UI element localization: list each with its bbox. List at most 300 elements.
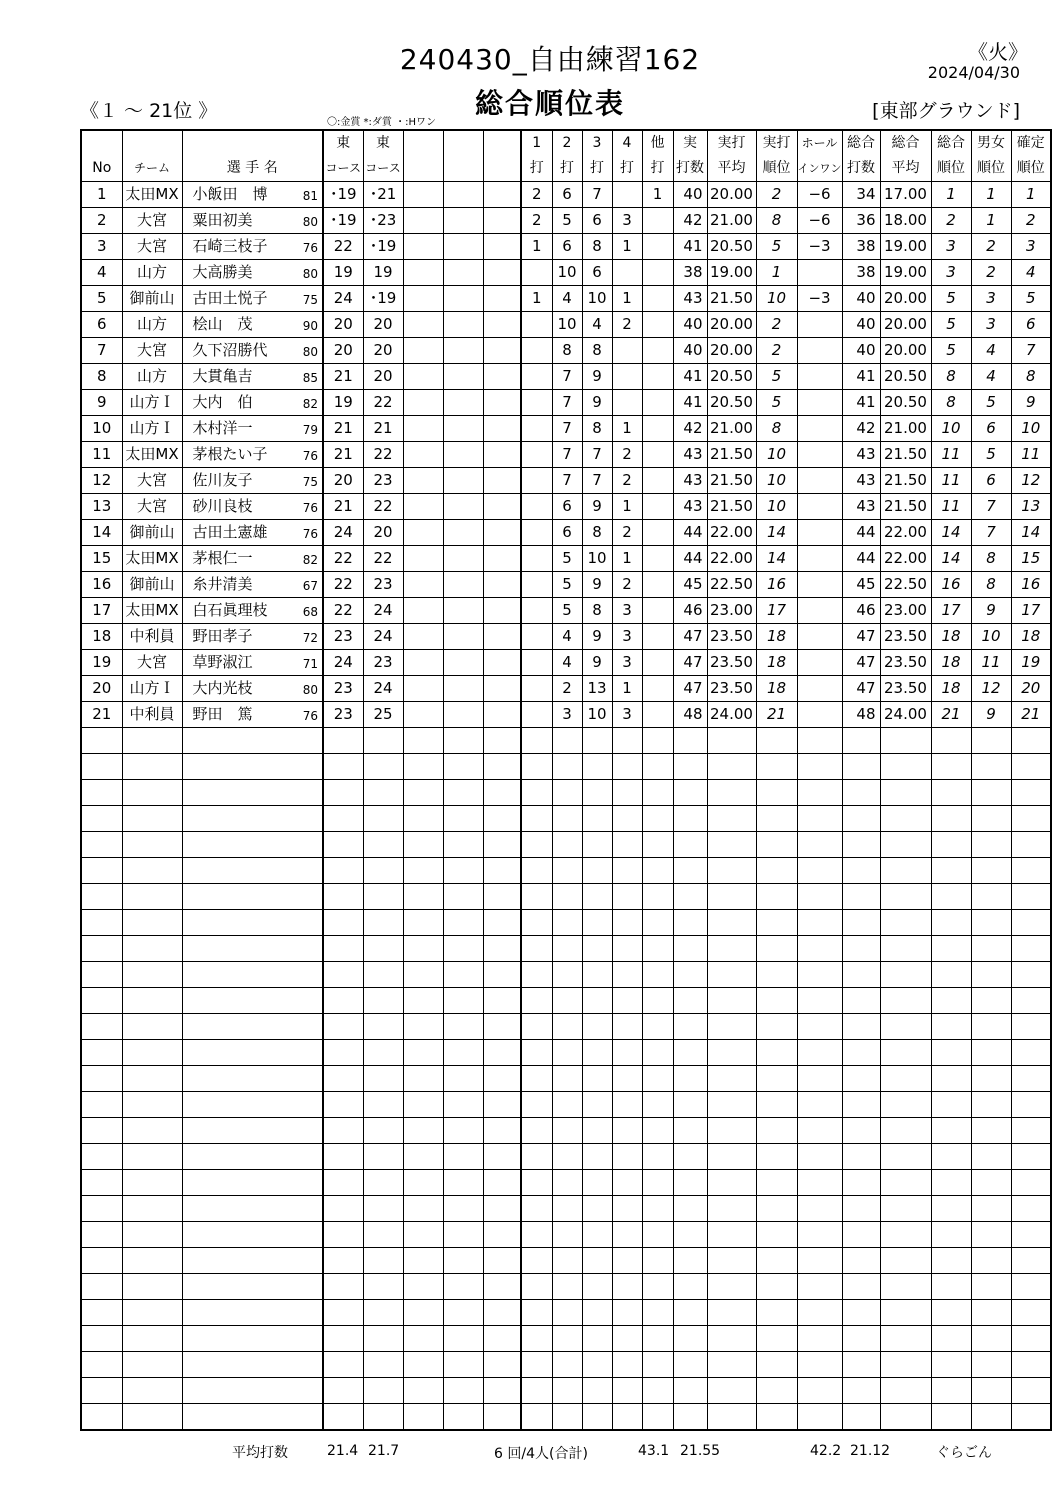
cell-team: 太田MX: [122, 182, 182, 208]
cell-course1: [323, 884, 363, 910]
cell-d4: 3: [612, 702, 642, 728]
cell-gender: 2: [971, 234, 1011, 260]
col-d1-top: 1: [521, 130, 552, 156]
cell-blank3: [483, 468, 521, 494]
footer-avg-course2: 21.7: [368, 1443, 400, 1459]
player-age: 75: [302, 475, 318, 489]
cell-actavg: [707, 1144, 756, 1170]
cell-d4: 1: [612, 234, 642, 260]
cell-no: [81, 1404, 122, 1431]
cell-actrank: [756, 1118, 797, 1144]
cell-d1: 2: [521, 208, 552, 234]
cell-course2: 22: [363, 390, 403, 416]
table-row: [81, 416, 1051, 442]
cell-blank1: [403, 1170, 443, 1196]
cell-actrank: 14: [756, 546, 797, 572]
cell-d3: 8: [582, 234, 612, 260]
cell-totrank: 5: [931, 286, 971, 312]
cell-blank2: [443, 1144, 483, 1170]
cell-blank1: [403, 1352, 443, 1378]
cell-gender: 10: [971, 624, 1011, 650]
empty-row: [81, 1222, 1051, 1248]
cell-final: [1011, 936, 1051, 962]
cell-total: [842, 1118, 880, 1144]
cell-blank2: [443, 676, 483, 702]
cell-actavg: [707, 1014, 756, 1040]
cell-final: [1011, 728, 1051, 754]
cell-totavg: 20.00: [880, 312, 931, 338]
cell-actrank: 21: [756, 702, 797, 728]
cell-total: [842, 1014, 880, 1040]
cell-no: [81, 1170, 122, 1196]
cell-dother: [642, 1170, 673, 1196]
cell-player: [182, 1248, 323, 1274]
empty-row: [81, 1274, 1051, 1300]
cell-blank2: [443, 832, 483, 858]
cell-course2: ･19: [363, 234, 403, 260]
cell-team: [122, 1300, 182, 1326]
cell-d1: [521, 910, 552, 936]
cell-d2: [552, 728, 582, 754]
cell-no: [81, 1378, 122, 1404]
table-row: [81, 208, 1051, 234]
cell-no: [81, 1274, 122, 1300]
cell-course1: [323, 1326, 363, 1352]
cell-course2: [363, 1066, 403, 1092]
cell-dother: [642, 1248, 673, 1274]
cell-no: [81, 1144, 122, 1170]
cell-final: 10: [1011, 416, 1051, 442]
cell-d1: [521, 1378, 552, 1404]
cell-dother: [642, 1404, 673, 1431]
cell-totavg: [880, 1014, 931, 1040]
cell-actavg: 20.00: [707, 182, 756, 208]
table-row: [81, 364, 1051, 390]
cell-hole: −6: [797, 208, 842, 234]
cell-gender: [971, 1404, 1011, 1431]
cell-team: [122, 806, 182, 832]
col-hole-bottom: インワン: [797, 156, 842, 182]
cell-final: [1011, 780, 1051, 806]
cell-actrank: [756, 1378, 797, 1404]
cell-blank2: [443, 494, 483, 520]
cell-d3: [582, 832, 612, 858]
cell-total: 46: [842, 598, 880, 624]
cell-blank2: [443, 702, 483, 728]
cell-course2: [363, 754, 403, 780]
cell-d3: 7: [582, 468, 612, 494]
cell-no: [81, 1014, 122, 1040]
cell-d1: [521, 1144, 552, 1170]
cell-actual: 46: [673, 598, 707, 624]
cell-totrank: [931, 780, 971, 806]
cell-course1: [323, 1248, 363, 1274]
cell-gender: 6: [971, 416, 1011, 442]
cell-no: 10: [81, 416, 122, 442]
cell-blank2: [443, 416, 483, 442]
cell-final: [1011, 1092, 1051, 1118]
cell-player: [182, 182, 323, 208]
cell-team: 御前山: [122, 572, 182, 598]
cell-gender: 8: [971, 546, 1011, 572]
cell-d1: [521, 1118, 552, 1144]
footer-signature: ぐらごん: [936, 1445, 992, 1461]
cell-d3: 4: [582, 312, 612, 338]
empty-row: [81, 780, 1051, 806]
cell-d2: [552, 832, 582, 858]
cell-no: 18: [81, 624, 122, 650]
cell-final: [1011, 988, 1051, 1014]
player-age: 72: [302, 631, 318, 645]
cell-actual: 47: [673, 676, 707, 702]
empty-row: [81, 1300, 1051, 1326]
cell-final: [1011, 1170, 1051, 1196]
cell-d2: [552, 754, 582, 780]
cell-d4: 2: [612, 468, 642, 494]
cell-d2: 7: [552, 442, 582, 468]
cell-total: [842, 728, 880, 754]
cell-player: [182, 1352, 323, 1378]
cell-player: [182, 390, 323, 416]
cell-totavg: 20.50: [880, 364, 931, 390]
cell-blank3: [483, 1144, 521, 1170]
cell-totavg: 22.00: [880, 546, 931, 572]
cell-course1: 23: [323, 702, 363, 728]
cell-blank2: [443, 1222, 483, 1248]
cell-actrank: [756, 1170, 797, 1196]
cell-course1: 24: [323, 650, 363, 676]
cell-dother: [642, 1066, 673, 1092]
cell-totrank: 3: [931, 234, 971, 260]
cell-no: 14: [81, 520, 122, 546]
player-name: 桧山 茂: [192, 315, 253, 333]
cell-hole: [797, 702, 842, 728]
cell-blank1: [403, 338, 443, 364]
cell-blank1: [403, 520, 443, 546]
cell-d3: 8: [582, 598, 612, 624]
cell-blank3: [483, 416, 521, 442]
player-age: 76: [302, 501, 318, 515]
cell-dother: [642, 1300, 673, 1326]
cell-hole: [797, 754, 842, 780]
cell-blank2: [443, 1118, 483, 1144]
cell-player: [182, 962, 323, 988]
cell-totrank: [931, 858, 971, 884]
cell-blank3: [483, 728, 521, 754]
cell-team: [122, 1014, 182, 1040]
cell-course2: 23: [363, 572, 403, 598]
table-row: [81, 234, 1051, 260]
cell-actual: [673, 728, 707, 754]
cell-actual: 40: [673, 182, 707, 208]
cell-player: [182, 1300, 323, 1326]
cell-actavg: 23.50: [707, 650, 756, 676]
cell-total: [842, 780, 880, 806]
cell-d4: [612, 1404, 642, 1431]
cell-total: 41: [842, 390, 880, 416]
cell-player: [182, 858, 323, 884]
cell-actavg: [707, 1222, 756, 1248]
cell-final: 2: [1011, 208, 1051, 234]
cell-d3: [582, 858, 612, 884]
cell-d4: [612, 338, 642, 364]
table-row: [81, 338, 1051, 364]
cell-course1: 20: [323, 312, 363, 338]
cell-d3: [582, 1014, 612, 1040]
cell-d2: 8: [552, 338, 582, 364]
cell-totavg: [880, 728, 931, 754]
cell-course1: [323, 1300, 363, 1326]
cell-actrank: 10: [756, 494, 797, 520]
cell-dother: [642, 1092, 673, 1118]
cell-course2: ･19: [363, 286, 403, 312]
cell-no: [81, 832, 122, 858]
cell-d3: [582, 936, 612, 962]
table-row: [81, 546, 1051, 572]
cell-actavg: [707, 1248, 756, 1274]
player-age: 80: [302, 345, 318, 359]
cell-blank1: [403, 390, 443, 416]
table-row: [81, 520, 1051, 546]
table-row: [81, 598, 1051, 624]
empty-row: [81, 1248, 1051, 1274]
cell-actrank: [756, 1066, 797, 1092]
cell-d3: [582, 806, 612, 832]
cell-d4: [612, 1144, 642, 1170]
cell-gender: 12: [971, 676, 1011, 702]
cell-blank3: [483, 1040, 521, 1066]
cell-actual: 43: [673, 286, 707, 312]
cell-totavg: 20.50: [880, 390, 931, 416]
cell-no: 2: [81, 208, 122, 234]
cell-team: [122, 1170, 182, 1196]
cell-actrank: 8: [756, 416, 797, 442]
cell-d3: [582, 1222, 612, 1248]
cell-course1: 24: [323, 286, 363, 312]
cell-blank3: [483, 858, 521, 884]
cell-blank1: [403, 1222, 443, 1248]
col-d1-bottom: 打: [521, 156, 552, 182]
cell-final: 12: [1011, 468, 1051, 494]
cell-course1: 20: [323, 468, 363, 494]
cell-totrank: [931, 1404, 971, 1431]
cell-d2: 4: [552, 286, 582, 312]
cell-course1: [323, 806, 363, 832]
cell-course1: [323, 936, 363, 962]
cell-player: [182, 286, 323, 312]
cell-d3: 9: [582, 650, 612, 676]
cell-gender: [971, 754, 1011, 780]
cell-actrank: 18: [756, 650, 797, 676]
cell-totrank: [931, 910, 971, 936]
col-d4-bottom: 打: [612, 156, 642, 182]
cell-gender: 9: [971, 598, 1011, 624]
player-name: 小飯田 博: [192, 185, 268, 203]
footer-tot-avg: 21.12: [850, 1443, 891, 1459]
cell-blank3: [483, 520, 521, 546]
cell-gender: [971, 858, 1011, 884]
cell-totavg: 22.00: [880, 520, 931, 546]
cell-course1: ･19: [323, 182, 363, 208]
cell-totavg: 21.50: [880, 468, 931, 494]
col-course1-bottom: コース: [323, 156, 363, 182]
cell-totrank: 8: [931, 390, 971, 416]
cell-blank3: [483, 286, 521, 312]
cell-team: [122, 754, 182, 780]
cell-course2: [363, 1300, 403, 1326]
cell-course2: [363, 1404, 403, 1431]
cell-actrank: 2: [756, 312, 797, 338]
player-name: 古田土憲雄: [192, 523, 268, 541]
col-blank3-top: [483, 130, 521, 156]
cell-d4: [612, 780, 642, 806]
cell-gender: 5: [971, 442, 1011, 468]
table-row: [81, 260, 1051, 286]
cell-totrank: 16: [931, 572, 971, 598]
cell-course1: 21: [323, 364, 363, 390]
cell-d4: [612, 1352, 642, 1378]
cell-actrank: [756, 1222, 797, 1248]
cell-course1: [323, 858, 363, 884]
cell-course2: [363, 1092, 403, 1118]
cell-gender: [971, 1040, 1011, 1066]
cell-d3: 10: [582, 286, 612, 312]
cell-actual: [673, 936, 707, 962]
cell-blank1: [403, 442, 443, 468]
footer-avg-label: 平均打数: [232, 1445, 288, 1461]
cell-total: [842, 910, 880, 936]
cell-course2: 24: [363, 624, 403, 650]
player-name: 粟田初美: [192, 211, 253, 229]
empty-row: [81, 1378, 1051, 1404]
cell-blank2: [443, 1040, 483, 1066]
table-row: [81, 676, 1051, 702]
cell-dother: [642, 208, 673, 234]
cell-d3: [582, 1300, 612, 1326]
cell-blank3: [483, 494, 521, 520]
cell-final: [1011, 806, 1051, 832]
cell-no: [81, 806, 122, 832]
cell-d2: 5: [552, 208, 582, 234]
table-row: [81, 494, 1051, 520]
cell-dother: [642, 936, 673, 962]
cell-d4: [612, 1170, 642, 1196]
cell-actual: [673, 1352, 707, 1378]
table-row: [81, 286, 1051, 312]
cell-player: [182, 364, 323, 390]
cell-actrank: 2: [756, 338, 797, 364]
cell-totrank: [931, 806, 971, 832]
cell-final: 3: [1011, 234, 1051, 260]
cell-team: [122, 1118, 182, 1144]
cell-player: [182, 1222, 323, 1248]
cell-total: [842, 1092, 880, 1118]
col-hole-top: ホール: [797, 130, 842, 156]
cell-gender: 3: [971, 312, 1011, 338]
cell-dother: [642, 416, 673, 442]
cell-team: [122, 1378, 182, 1404]
cell-d3: 9: [582, 624, 612, 650]
cell-actual: [673, 1144, 707, 1170]
cell-d4: [612, 728, 642, 754]
cell-hole: [797, 1222, 842, 1248]
cell-hole: [797, 390, 842, 416]
cell-team: 太田MX: [122, 546, 182, 572]
cell-player: [182, 702, 323, 728]
cell-d3: [582, 1352, 612, 1378]
cell-d3: [582, 884, 612, 910]
cell-total: 40: [842, 338, 880, 364]
cell-total: 42: [842, 416, 880, 442]
cell-player: [182, 494, 323, 520]
cell-actual: [673, 1170, 707, 1196]
cell-totrank: [931, 1300, 971, 1326]
cell-d2: [552, 1378, 582, 1404]
cell-player: [182, 1196, 323, 1222]
cell-final: [1011, 1118, 1051, 1144]
cell-d3: [582, 1326, 612, 1352]
cell-final: 16: [1011, 572, 1051, 598]
cell-blank3: [483, 1300, 521, 1326]
player-age: 85: [302, 371, 318, 385]
cell-totrank: 8: [931, 364, 971, 390]
cell-final: [1011, 832, 1051, 858]
cell-blank2: [443, 312, 483, 338]
cell-totrank: [931, 1092, 971, 1118]
cell-d3: [582, 1378, 612, 1404]
cell-total: [842, 1170, 880, 1196]
cell-totavg: [880, 1118, 931, 1144]
empty-row: [81, 1066, 1051, 1092]
cell-hole: [797, 1040, 842, 1066]
cell-blank2: [443, 1300, 483, 1326]
cell-player: [182, 572, 323, 598]
cell-blank1: [403, 962, 443, 988]
cell-no: [81, 1300, 122, 1326]
cell-totrank: 2: [931, 208, 971, 234]
player-age: 75: [302, 293, 318, 307]
cell-d1: [521, 338, 552, 364]
cell-blank1: [403, 1066, 443, 1092]
cell-actrank: [756, 1144, 797, 1170]
cell-d4: [612, 1066, 642, 1092]
player-age: 76: [302, 709, 318, 723]
cell-final: 19: [1011, 650, 1051, 676]
cell-player: [182, 936, 323, 962]
cell-totrank: 14: [931, 546, 971, 572]
cell-hole: −3: [797, 286, 842, 312]
cell-course2: [363, 1274, 403, 1300]
cell-course2: 24: [363, 676, 403, 702]
cell-actavg: [707, 780, 756, 806]
cell-actual: [673, 1326, 707, 1352]
empty-row: [81, 1040, 1051, 1066]
cell-no: [81, 884, 122, 910]
cell-blank1: [403, 1378, 443, 1404]
cell-gender: 4: [971, 364, 1011, 390]
cell-d2: 6: [552, 494, 582, 520]
cell-final: [1011, 1066, 1051, 1092]
cell-course2: 19: [363, 260, 403, 286]
cell-player: [182, 806, 323, 832]
table-row: [81, 390, 1051, 416]
cell-blank1: [403, 1118, 443, 1144]
player-name: 大内 伯: [192, 393, 253, 411]
cell-final: [1011, 910, 1051, 936]
cell-totavg: 19.00: [880, 234, 931, 260]
cell-player: [182, 624, 323, 650]
cell-actual: 48: [673, 702, 707, 728]
